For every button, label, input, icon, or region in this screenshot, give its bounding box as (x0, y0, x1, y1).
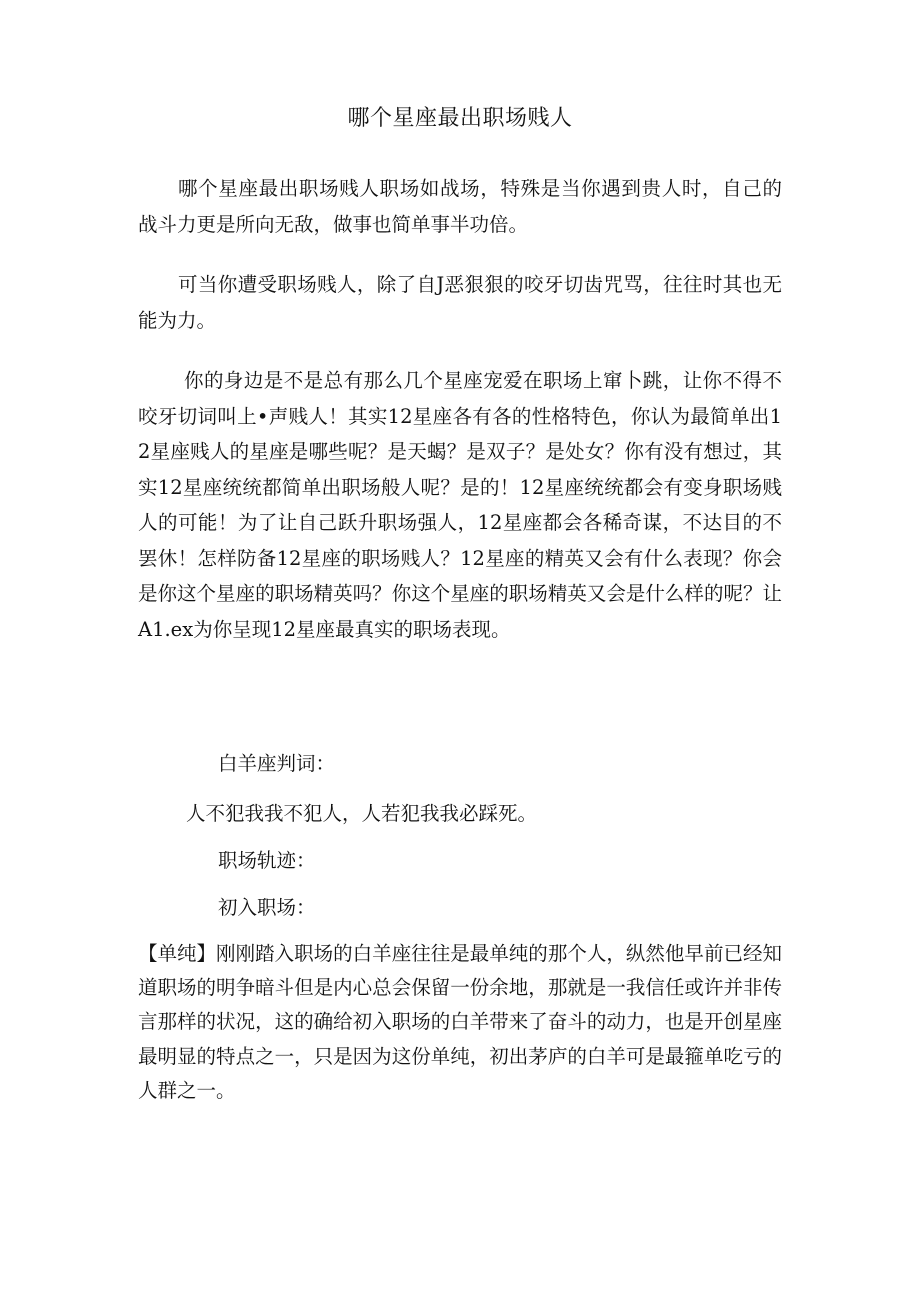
paragraph-intro: 哪个星座最出职场贱人职场如战场，特殊是当你遇到贵人时，自己的战斗力更是所向无敌，做事也简单事半功倍。 (138, 177, 782, 236)
heading-aries-verdict: 白羊座判词： (218, 752, 336, 775)
heading-career-path: 职场轨迹： (218, 849, 316, 872)
aries-verdict-quote: 人不犯我我不犯人，人若犯我我必踩死。 (186, 802, 538, 825)
paragraph-aries-innocence: 【单纯】刚刚踏入职场的白羊座往往是最单纯的那个人，纵然他早前已经知道职场的明争暗斗但是内心总会保留一份余地，那就是一我信任或许并非传言那样的状况，这的确给初入职场的白羊带来了奋斗的动力，也是开创星座最明显的特点之一，只是因为这份单纯，初出茅庐的白羊可是最箍单吃亏的人群之一。 (138, 942, 782, 1102)
document-title: 哪个星座最出职场贱人 (347, 106, 573, 131)
paragraph-zodiac-overview: 你的身边是不是总有那么几个星座宠爱在职场上窜卜跳，让你不得不咬牙切词叫上•声贱人！其实12星座各有各的性格特色，你认为最简单出12星座贱人的星座是哪些呢？是天蝎？是双子？是处女？你有没有想过，其实12星座统统都简单出职场般人呢？是的！12星座统统都会有变身职场贱人的可能！为了让自己跃升职场强人，12星座都会各稀奇谋，不达目的不罢休！怎样防备12星座的职场贱人？12星座的精英又会有什么表现？你会是你这个星座的职场精英吗？你这个星座的职场精英又会是什么样的呢？让A1.ex为你呈现12星座最真实的职场表现。 (138, 369, 782, 641)
paragraph-workplace-villain: 可当你遭受职场贱人，除了自J恶狠狠的咬牙切齿咒骂，往往时其也无能为力。 (138, 273, 782, 332)
heading-entering-workplace: 初入职场： (218, 896, 316, 919)
